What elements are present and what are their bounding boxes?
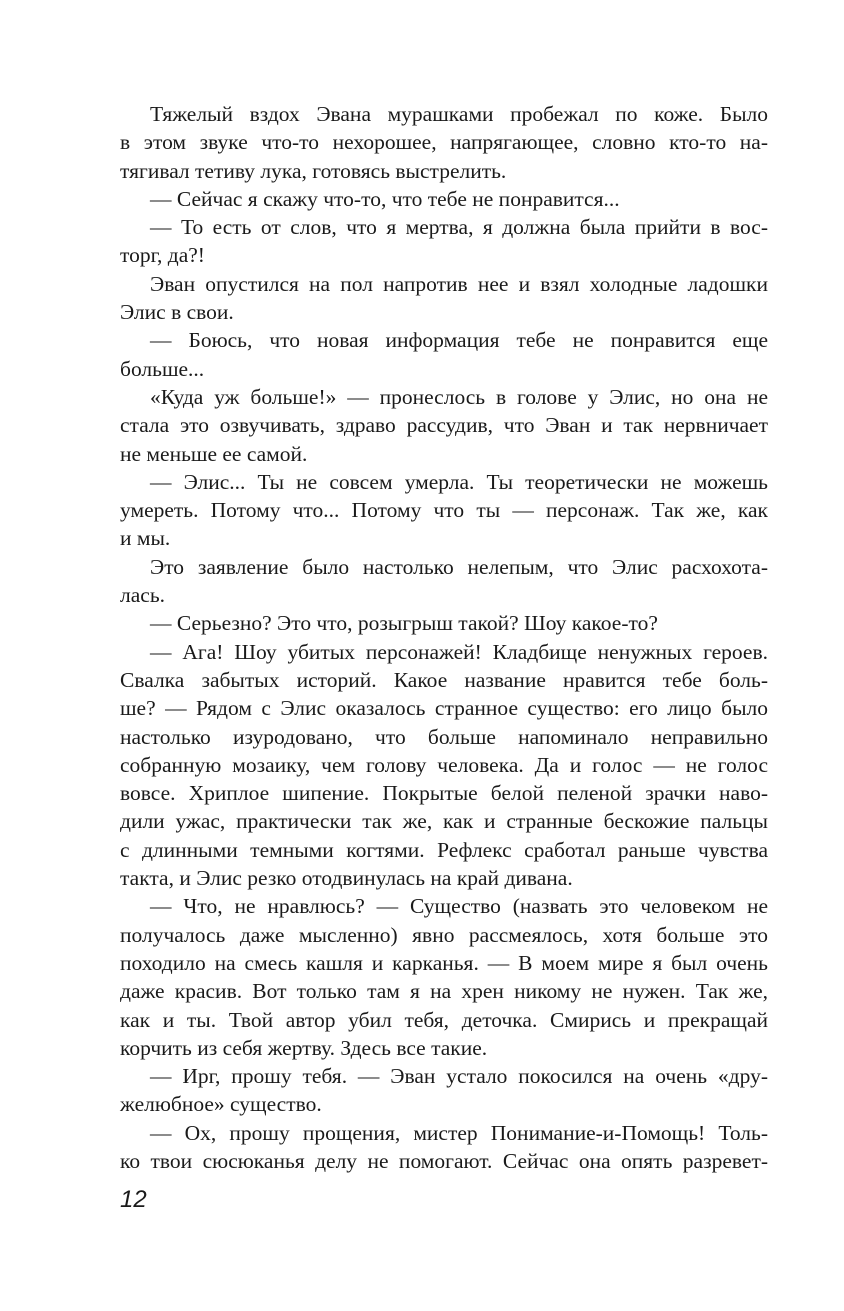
text-line: вовсе. Хриплое шипение. Покрытые белой пеленой зрачки наво- — [120, 781, 768, 806]
text-line: — Элис... Ты не совсем умерла. Ты теоретически не можешь — [150, 469, 768, 494]
text-line: Тяжелый вздох Эвана мурашками пробежал по коже. Было — [150, 102, 768, 126]
text-line: Эван опустился на пол напротив нее и взял холодные ладошки — [150, 271, 768, 296]
text-line: собранную мозаику, чем голову человека. Да и голос — не голос — [120, 752, 768, 777]
text-line: Это заявление было настолько нелепым, что Элис расхохота- — [150, 554, 768, 579]
text-line: и мы. — [120, 526, 171, 551]
text-line: — Ирг, прошу тебя. — Эван устало покосился на очень «дру- — [150, 1064, 768, 1089]
text-line: такта, и Элис резко отодвинулась на край дивана. — [120, 866, 573, 891]
text-line: стала это озвучивать, здраво рассудив, что Эван и так нервничает — [120, 413, 768, 438]
text-line: — Что, не нравлюсь? — Существо (назвать это человеком не — [150, 894, 768, 919]
text-line: лась. — [120, 583, 165, 608]
text-line: — Ох, прошу прощения, мистер Понимание-и-Помощь! Толь- — [150, 1120, 768, 1145]
text-line: получалось даже мысленно) явно рассмеялось, хотя больше это — [120, 922, 768, 947]
text-line: ше? — Рядом с Элис оказалось странное существо: его лицо было — [120, 696, 768, 721]
text-line: — Боюсь, что новая информация тебе не понравится еще — [150, 328, 768, 353]
text-line: «Куда уж больше!» — пронеслось в голове у Элис, но она не — [150, 384, 768, 409]
text-line: даже красив. Вот только там я на хрен никому не нужен. Так же, — [120, 979, 768, 1004]
text-line: в этом звуке что-то нехорошее, напрягающее, словно кто-то на- — [120, 130, 768, 155]
page-number: 12 — [120, 1186, 147, 1213]
text-line: не меньше ее самой. — [120, 441, 308, 466]
text-line: как и ты. Твой автор убил тебя, деточка. Смирись и прекращай — [120, 1007, 768, 1032]
text-line: корчить из себя жертву. Здесь все такие. — [120, 1035, 488, 1060]
page-text-block — [120, 100, 768, 1175]
text-line: торг, да?! — [120, 243, 205, 268]
text-line: — То есть от слов, что я мертва, я должна была прийти в вос- — [150, 215, 768, 240]
text-line: Элис в свои. — [120, 300, 234, 325]
text-line: желюбное» существо. — [120, 1092, 322, 1117]
text-line: Свалка забытых историй. Какое название нравится тебе боль- — [120, 667, 768, 692]
text-line: — Сейчас я скажу что-то, что тебе не понравится... — [150, 186, 620, 211]
text-line: настолько изуродовано, что больше напоминало неправильно — [120, 724, 768, 749]
text-line: походило на смесь кашля и карканья. — В моем мире я был очень — [120, 950, 768, 975]
text-line: умереть. Потому что... Потому что ты — персонаж. Так же, как — [120, 498, 768, 523]
text-line: — Серьезно? Это что, розыгрыш такой? Шоу какое-то? — [150, 611, 658, 636]
text-line: ко твои сюсюканья делу не помогают. Сейчас она опять разревет- — [120, 1148, 768, 1173]
text-line: с длинными темными когтями. Рефлекс сработал раньше чувства — [120, 837, 768, 862]
text-line: дили ужас, практически так же, как и странные бескожие пальцы — [120, 809, 768, 834]
text-line: тягивал тетиву лука, готовясь выстрелить. — [120, 158, 507, 183]
text-line: больше... — [120, 356, 205, 381]
text-line: — Ага! Шоу убитых персонажей! Кладбище ненужных героев. — [150, 639, 768, 664]
